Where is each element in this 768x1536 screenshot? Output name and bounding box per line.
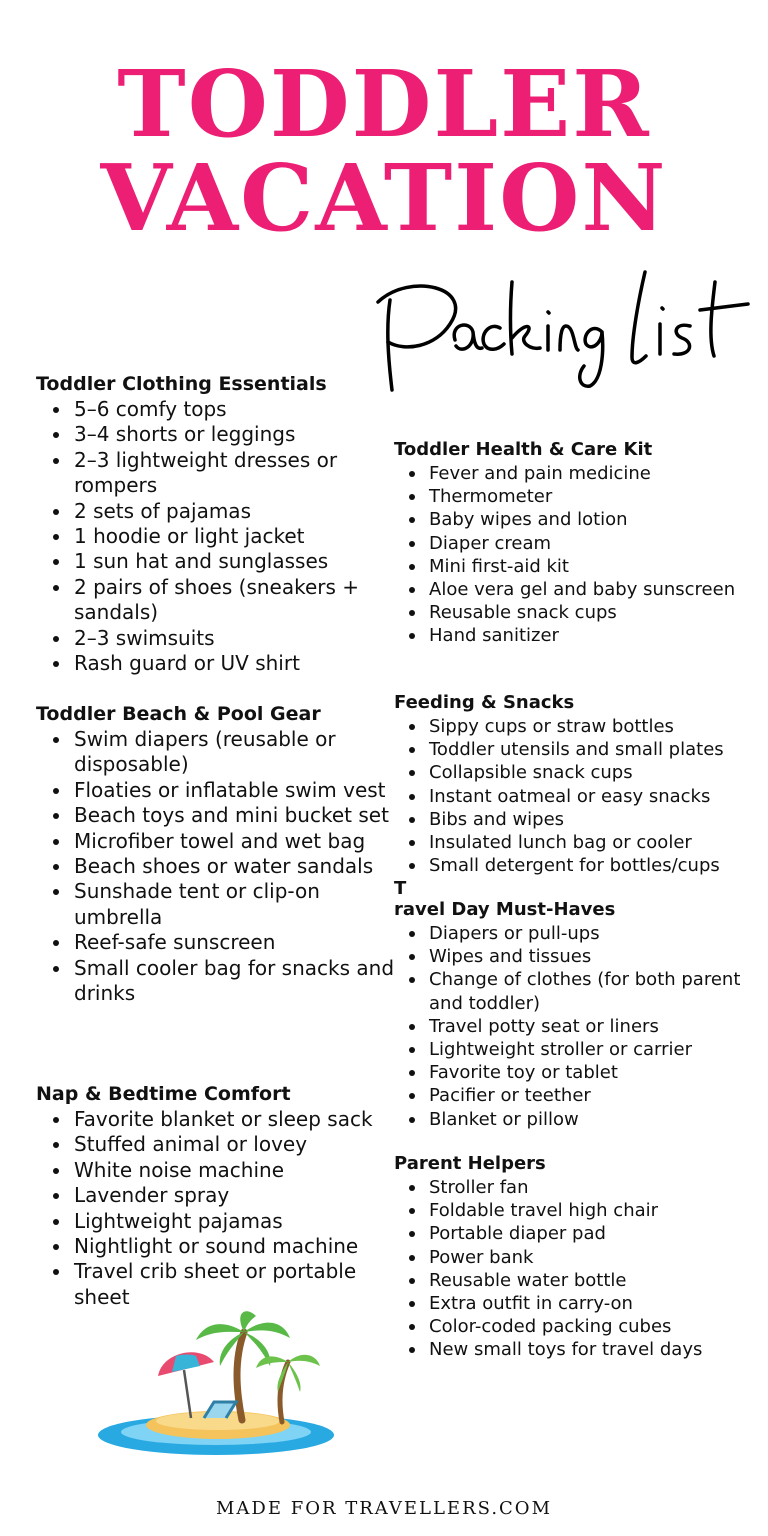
list-item: Small detergent for bottles/cups	[394, 854, 754, 877]
list-item: Color-coded packing cubes	[394, 1315, 754, 1338]
section-travel	[394, 899, 754, 1131]
list-item: Extra outfit in carry-on	[394, 1292, 754, 1315]
title-line-1: TODDLER	[117, 50, 651, 158]
list-item: Insulated lunch bag or cooler	[394, 831, 754, 854]
section-heading: Parent Helpers	[394, 1153, 546, 1174]
list-item: 1 sun hat and sunglasses	[36, 549, 396, 574]
section-health	[394, 439, 754, 648]
item-list	[394, 462, 754, 648]
list-item: 2–3 swimsuits	[36, 626, 396, 651]
list-item: Collapsible snack cups	[394, 761, 754, 784]
list-item: Instant oatmeal or easy snacks	[394, 785, 754, 808]
section-heading: ravel Day Must-Haves	[394, 899, 616, 920]
list-item: Bibs and wipes	[394, 808, 754, 831]
list-item: Fever and pain medicine	[394, 462, 754, 485]
island-palm-trees-beach-umbrella-icon	[96, 1310, 336, 1460]
list-item: Favorite blanket or sleep sack	[36, 1107, 396, 1132]
list-item: Pacifier or teether	[394, 1084, 754, 1107]
list-item: Beach shoes or water sandals	[36, 854, 396, 879]
section-clothing	[36, 373, 396, 676]
list-item: Aloe vera gel and baby sunscreen	[394, 578, 754, 601]
section-heading: Toddler Beach & Pool Gear	[36, 703, 321, 725]
list-item: Sippy cups or straw bottles	[394, 715, 754, 738]
list-item: Beach toys and mini bucket set	[36, 803, 396, 828]
list-item: 5–6 comfy tops	[36, 397, 396, 422]
list-item: Thermometer	[394, 485, 754, 508]
list-item: Diaper cream	[394, 532, 754, 555]
list-item: 2 pairs of shoes (sneakers + sandals)	[36, 575, 396, 626]
list-item: Lightweight stroller or carrier	[394, 1038, 754, 1061]
list-item: Mini first-aid kit	[394, 555, 754, 578]
list-item: Baby wipes and lotion	[394, 508, 754, 531]
list-item: 2 sets of pajamas	[36, 499, 396, 524]
item-list	[394, 922, 754, 1131]
packing-list-script-title	[370, 262, 760, 402]
section-heading: Toddler Health & Care Kit	[394, 439, 653, 460]
list-item: Floaties or inflatable swim vest	[36, 778, 396, 803]
title-line-2: VACATION	[100, 144, 668, 252]
list-item: White noise machine	[36, 1158, 396, 1183]
list-item: Hand sanitizer	[394, 624, 754, 647]
section-heading-stray-letter: T	[394, 878, 407, 899]
section-feeding	[394, 692, 754, 877]
list-item: 3–4 shorts or leggings	[36, 422, 396, 447]
list-item: Nightlight or sound machine	[36, 1234, 396, 1259]
list-item: Favorite toy or tablet	[394, 1061, 754, 1084]
list-item: Change of clothes (for both parent and toddler)	[394, 968, 754, 1014]
item-list	[36, 727, 396, 1006]
list-item: Stroller fan	[394, 1176, 754, 1199]
section-heading: Toddler Clothing Essentials	[36, 373, 327, 395]
list-item: Small cooler bag for snacks and drinks	[36, 956, 396, 1007]
list-item: Travel crib sheet or portable sheet	[36, 1259, 396, 1310]
list-item: Swim diapers (reusable or disposable)	[36, 727, 396, 778]
section-heading: Feeding & Snacks	[394, 692, 575, 713]
list-item: 1 hoodie or light jacket	[36, 524, 396, 549]
list-item: Power bank	[394, 1246, 754, 1269]
list-item: New small toys for travel days	[394, 1338, 754, 1361]
list-item: Rash guard or UV shirt	[36, 651, 396, 676]
section-beach	[36, 703, 396, 1006]
item-list	[394, 715, 754, 877]
list-item: Travel potty seat or liners	[394, 1015, 754, 1038]
list-item: Sunshade tent or clip-on umbrella	[36, 879, 396, 930]
list-item: Diapers or pull-ups	[394, 922, 754, 945]
section-nap	[36, 1083, 396, 1310]
item-list	[394, 1176, 754, 1362]
item-list	[36, 397, 396, 676]
section-heading: Nap & Bedtime Comfort	[36, 1083, 291, 1105]
list-item: Foldable travel high chair	[394, 1199, 754, 1222]
list-item: Stuffed animal or lovey	[36, 1132, 396, 1157]
list-item: Reusable water bottle	[394, 1269, 754, 1292]
list-item: Blanket or pillow	[394, 1108, 754, 1131]
list-item: Reusable snack cups	[394, 601, 754, 624]
list-item: Lavender spray	[36, 1183, 396, 1208]
list-item: 2–3 lightweight dresses or rompers	[36, 448, 396, 499]
list-item: Portable diaper pad	[394, 1222, 754, 1245]
list-item: Wipes and tissues	[394, 945, 754, 968]
list-item: Microfiber towel and wet bag	[36, 829, 396, 854]
list-item: Lightweight pajamas	[36, 1209, 396, 1234]
section-parent	[394, 1153, 754, 1362]
footer-brand: MADE FOR TRAVELLERS.COM	[215, 1498, 552, 1519]
list-item: Reef-safe sunscreen	[36, 930, 396, 955]
list-item: Toddler utensils and small plates	[394, 738, 754, 761]
item-list	[36, 1107, 396, 1310]
